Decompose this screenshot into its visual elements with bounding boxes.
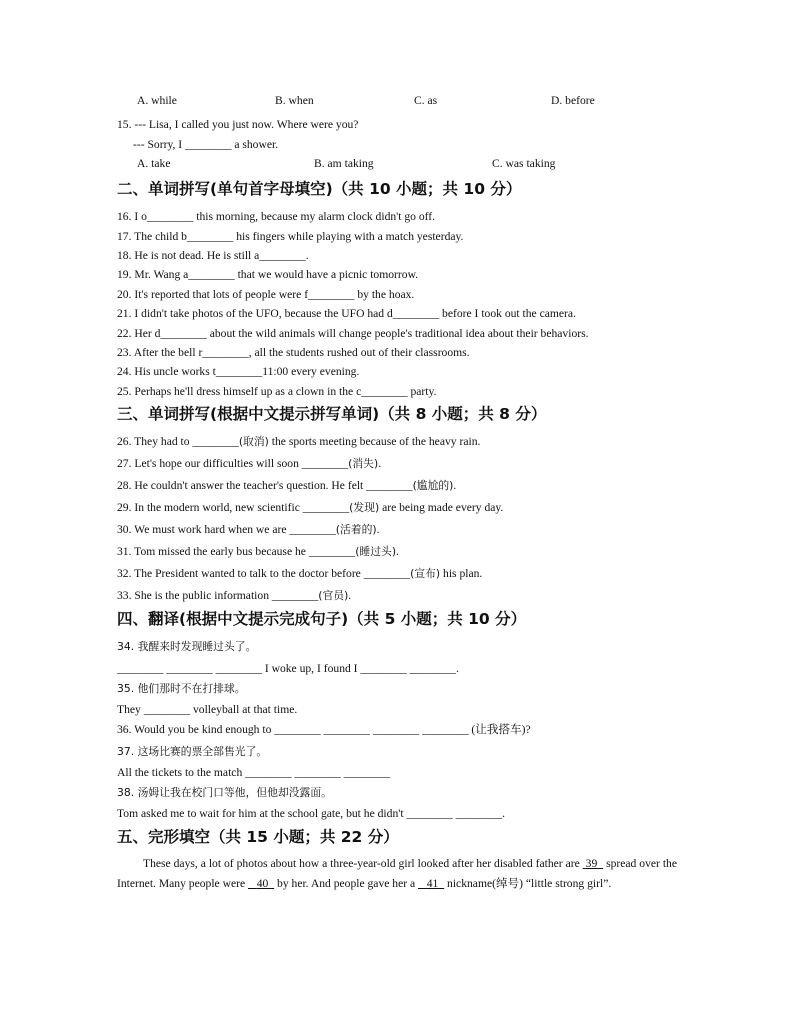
q14-option-d: D. before: [551, 94, 595, 107]
cloze-passage: These days, a lot of photos about how a three-year-old girl looked after her disabled father are 39 spread over the Internet. Many people were 40 by her. And people gave her a 41 nickname(绰号) “little strong girl”.: [117, 857, 678, 890]
question-33: 33. She is the public information ________(官员).: [117, 589, 352, 602]
question-16: 16. I o________ this morning, because my alarm clock didn't go off.: [117, 210, 436, 223]
question-24: 24. His uncle works t________11:00 every evening.: [117, 365, 360, 378]
section4-heading: 四、翻译(根据中文提示完成句子)（共 5 小题；共 10 分）: [117, 610, 527, 628]
question-21: 21. I didn't take photos of the UFO, because the UFO had d________ before I took out the camera.: [117, 307, 576, 320]
question-29: 29. In the modern world, new scientific ________(发现) are being made every day.: [117, 501, 504, 514]
question-30: 30. We must work hard when we are ________(活着的).: [117, 523, 380, 536]
question-38-blanks: Tom asked me to wait for him at the school gate, but he didn't ________ ________.: [117, 807, 505, 820]
question-23: 23. After the bell r________, all the students rushed out of their classrooms.: [117, 346, 470, 359]
question-34-blanks: ________ ________ ________ I woke up, I found I ________ ________.: [117, 662, 459, 675]
section2-heading: 二、单词拼写(单句首字母填空)（共 10 小题；共 10 分）: [117, 180, 522, 198]
question-25: 25. Perhaps he'll dress himself up as a clown in the c________ party.: [117, 385, 437, 398]
question-18: 18. He is not dead. He is still a________.: [117, 249, 309, 262]
question-37-chinese: 37. 这场比赛的票全部售光了。: [117, 745, 268, 758]
q15-option-a: A. take: [137, 157, 171, 170]
question-26: 26. They had to ________(取消) the sports meeting because of the heavy rain.: [117, 435, 481, 448]
question-34-chinese: 34. 我醒来时发现睡过头了。: [117, 640, 257, 653]
q14-option-c: C. as: [414, 94, 438, 107]
question-37-blanks: All the tickets to the match ________ ________ ________: [117, 766, 391, 779]
blank-39: 39: [585, 857, 598, 870]
question-20: 20. It's reported that lots of people were f________ by the hoax.: [117, 288, 415, 301]
q15-answer-line: --- Sorry, I ________ a shower.: [133, 138, 279, 151]
question-31: 31. Tom missed the early bus because he ________(睡过头).: [117, 545, 399, 558]
question-35-chinese: 35. 他们那时不在打排球。: [117, 682, 246, 695]
q15-option-c: C. was taking: [492, 157, 556, 170]
q15-question: 15. --- Lisa, I called you just now. Where were you?: [117, 118, 359, 131]
blank-41: 41: [426, 877, 439, 890]
section3-heading: 三、单词拼写(根据中文提示拼写单词)（共 8 小题；共 8 分）: [117, 405, 547, 423]
question-28: 28. He couldn't answer the teacher's question. He felt ________(尴尬的).: [117, 479, 457, 492]
question-32: 32. The President wanted to talk to the doctor before ________(宣布) his plan.: [117, 567, 483, 580]
question-17: 17. The child b________ his fingers while playing with a match yesterday.: [117, 230, 464, 243]
question-35-blanks: They ________ volleyball at that time.: [117, 703, 298, 716]
question-38-chinese: 38. 汤姆让我在校门口等他，但他却没露面。: [117, 786, 332, 799]
blank-40: 40: [256, 877, 269, 890]
q14-option-b: B. when: [275, 94, 314, 107]
question-36: 36. Would you be kind enough to ________ ________ ________ ________ (让我搭车)?: [117, 723, 531, 736]
section5-heading: 五、完形填空（共 15 小题；共 22 分）: [117, 828, 399, 846]
question-19: 19. Mr. Wang a________ that we would have a picnic tomorrow.: [117, 268, 419, 281]
question-22: 22. Her d________ about the wild animals will change people's traditional idea about their behaviors.: [117, 327, 589, 340]
q15-option-b: B. am taking: [314, 157, 374, 170]
q14-option-a: A. while: [137, 94, 177, 107]
question-27: 27. Let's hope our difficulties will soon ________(消失).: [117, 457, 382, 470]
